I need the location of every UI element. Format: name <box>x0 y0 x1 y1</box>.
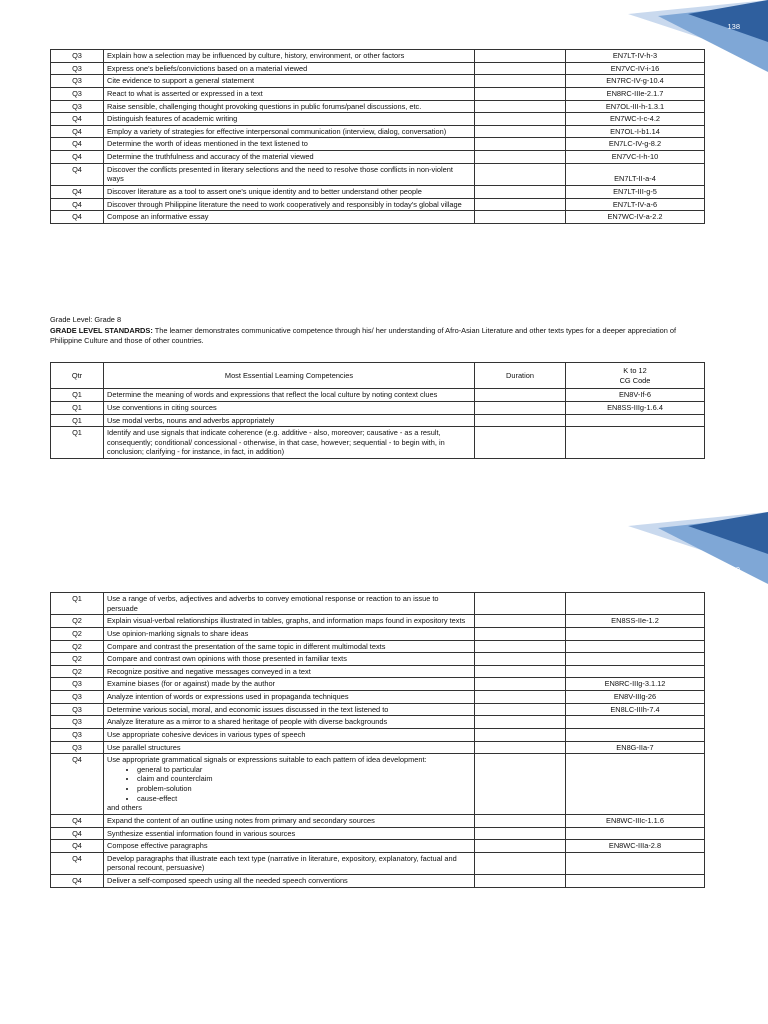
duration-cell <box>475 151 566 164</box>
competencies-table-grade8 <box>50 362 705 459</box>
duration-cell <box>475 211 566 224</box>
competency-cell: Analyze intention of words or expressions used in propaganda techniques <box>104 691 475 704</box>
cg-code-cell <box>566 593 705 615</box>
table-row <box>51 678 705 691</box>
bullet-list <box>107 765 471 804</box>
table-row <box>51 840 705 853</box>
quarter-cell: Q3 <box>51 691 104 704</box>
cg-code-cell: EN8LC-IIIh-7.4 <box>566 703 705 716</box>
duration-cell <box>475 414 566 427</box>
cg-code-cell: EN7OL-I-b1.14 <box>566 125 705 138</box>
cg-code-cell <box>566 875 705 888</box>
competency-cell: Compare and contrast own opinions with those presented in familiar texts <box>104 653 475 666</box>
table-row <box>51 728 705 741</box>
competency-cell: Use opinion-marking signals to share ideas <box>104 627 475 640</box>
table-row <box>51 151 705 164</box>
quarter-cell: Q1 <box>51 401 104 414</box>
duration-cell <box>475 75 566 88</box>
quarter-cell: Q4 <box>51 211 104 224</box>
standards-text: The learner demonstrates communicative competence through his/ her understanding of Afro-Asian Literature and other texts types for a deeper appreciation of Philippine Culture and those of other countries. <box>50 325 677 346</box>
quarter-cell: Q3 <box>51 678 104 691</box>
duration-cell <box>475 198 566 211</box>
table-row <box>51 401 705 414</box>
cg-code-cell: EN8SS-IIe-1.2 <box>566 615 705 628</box>
duration-cell <box>475 691 566 704</box>
cg-code-cell <box>566 728 705 741</box>
competency-cell: Discover through Philippine literature the need to work cooperatively and responsibly in today's global village <box>104 198 475 211</box>
cg-code-cell <box>566 640 705 653</box>
cg-code-cell <box>566 716 705 729</box>
cg-code-cell: EN8V-IIIg-26 <box>566 691 705 704</box>
table-row <box>51 427 705 459</box>
bullet-item: • cause-effect <box>137 794 471 804</box>
bullet-item: • general to particular <box>137 765 471 775</box>
duration-cell <box>475 163 566 185</box>
table-row <box>51 852 705 874</box>
cg-code-cell: EN8SS-IIIg-1.6.4 <box>566 401 705 414</box>
quarter-cell: Q1 <box>51 593 104 615</box>
table-row <box>51 653 705 666</box>
quarter-cell: Q4 <box>51 840 104 853</box>
cg-code-cell: EN8RC-IIIe-2.1.7 <box>566 87 705 100</box>
competency-tail-text: and others <box>107 803 142 813</box>
quarter-cell: Q2 <box>51 627 104 640</box>
table-row <box>51 703 705 716</box>
competency-cell: Compose an informative essay <box>104 211 475 224</box>
table-row <box>51 691 705 704</box>
competency-cell: Cite evidence to support a general statement <box>104 75 475 88</box>
table-row <box>51 75 705 88</box>
competency-cell: Raise sensible, challenging thought provoking questions in public forums/panel discussions, etc. <box>104 100 475 113</box>
competency-cell: Discover the conflicts presented in literary selections and the need to resolve those conflicts in non-violent ways <box>104 163 475 185</box>
quarter-cell: Q4 <box>51 814 104 827</box>
cg-code-cell <box>566 427 705 459</box>
competency-cell: Compare and contrast the presentation of the same topic in different multimodal texts <box>104 640 475 653</box>
header-competencies: Most Essential Learning Competencies <box>104 363 475 389</box>
table-row <box>51 113 705 126</box>
duration-cell <box>475 138 566 151</box>
quarter-cell: Q3 <box>51 741 104 754</box>
quarter-cell: Q4 <box>51 852 104 874</box>
quarter-cell: Q1 <box>51 414 104 427</box>
duration-cell <box>475 665 566 678</box>
quarter-cell: Q1 <box>51 427 104 459</box>
cg-code-cell: EN7LT-IV-a-6 <box>566 198 705 211</box>
quarter-cell: Q3 <box>51 87 104 100</box>
cg-code-cell <box>566 754 705 815</box>
duration-cell <box>475 728 566 741</box>
duration-cell <box>475 62 566 75</box>
quarter-cell: Q3 <box>51 716 104 729</box>
competency-cell: Use modal verbs, nouns and adverbs appropriately <box>104 414 475 427</box>
duration-cell <box>475 840 566 853</box>
competency-cell: Develop paragraphs that illustrate each text type (narrative in literature, expository, explanatory, factual and personal recount, persuasive) <box>104 852 475 874</box>
competency-cell: Determine the worth of ideas mentioned in the text listened to <box>104 138 475 151</box>
duration-cell <box>475 389 566 402</box>
cg-code-cell: EN7LC-IV-g-8.2 <box>566 138 705 151</box>
competency-cell: Expand the content of an outline using notes from primary and secondary sources <box>104 814 475 827</box>
duration-cell <box>475 640 566 653</box>
competency-cell: Examine biases (for or against) made by the author <box>104 678 475 691</box>
quarter-cell: Q1 <box>51 389 104 402</box>
competency-cell: Discover literature as a tool to assert one's unique identity and to better understand other people <box>104 185 475 198</box>
duration-cell <box>475 50 566 63</box>
quarter-cell: Q3 <box>51 62 104 75</box>
competency-cell: Deliver a self-composed speech using all the needed speech conventions <box>104 875 475 888</box>
duration-cell <box>475 678 566 691</box>
competency-cell: Recognize positive and negative messages conveyed in a text <box>104 665 475 678</box>
table-row <box>51 827 705 840</box>
cg-code-cell: EN7VC-I-h-10 <box>566 151 705 164</box>
competency-cell: Express one's beliefs/convictions based on a material viewed <box>104 62 475 75</box>
table-row <box>51 814 705 827</box>
quarter-cell: Q2 <box>51 640 104 653</box>
quarter-cell: Q2 <box>51 615 104 628</box>
standards-label: GRADE LEVEL STANDARDS: <box>50 325 153 335</box>
competency-cell: Use a range of verbs, adjectives and adverbs to convey emotional response or reaction to an issue to persuade <box>104 593 475 615</box>
table-header-row <box>51 363 705 389</box>
cg-code-cell: EN7WC-I-c-4.2 <box>566 113 705 126</box>
competency-cell <box>104 754 475 815</box>
competencies-table-grade8-continued <box>50 592 705 888</box>
cg-code-cell <box>566 852 705 874</box>
quarter-cell: Q3 <box>51 75 104 88</box>
quarter-cell: Q4 <box>51 754 104 815</box>
quarter-cell: Q3 <box>51 50 104 63</box>
table-row <box>51 87 705 100</box>
table-row <box>51 593 705 615</box>
quarter-cell: Q4 <box>51 125 104 138</box>
cg-code-cell <box>566 827 705 840</box>
competency-cell: Use conventions in citing sources <box>104 401 475 414</box>
competency-cell: Identify and use signals that indicate coherence (e.g. additive - also, moreover; causative - as a result, consequently; conditional/ concessional - otherwise, in that case, however; sequential - to begin with, in conclusion; clarifying - for instance, in fact, in addition) <box>104 427 475 459</box>
quarter-cell: Q4 <box>51 827 104 840</box>
competency-cell: Synthesize essential information found in various sources <box>104 827 475 840</box>
quarter-cell: Q2 <box>51 665 104 678</box>
duration-cell <box>475 185 566 198</box>
cg-code-cell: EN7LT-II-a-4 <box>566 163 705 185</box>
duration-cell <box>475 125 566 138</box>
quarter-cell: Q4 <box>51 875 104 888</box>
quarter-cell: Q4 <box>51 163 104 185</box>
quarter-cell: Q4 <box>51 185 104 198</box>
table-row <box>51 754 705 815</box>
quarter-cell: Q4 <box>51 198 104 211</box>
page-139 <box>0 512 768 1024</box>
quarter-cell: Q4 <box>51 113 104 126</box>
header-code-line1: K to 12 <box>623 366 647 375</box>
grade-level-heading <box>50 315 710 347</box>
table-row <box>51 50 705 63</box>
duration-cell <box>475 754 566 815</box>
table-row <box>51 875 705 888</box>
competency-cell: Distinguish features of academic writing <box>104 113 475 126</box>
table-row <box>51 185 705 198</box>
competency-cell: React to what is asserted or expressed in a text <box>104 87 475 100</box>
cg-code-cell <box>566 665 705 678</box>
duration-cell <box>475 627 566 640</box>
page-number: 138 <box>727 22 740 31</box>
competency-cell: Compose effective paragraphs <box>104 840 475 853</box>
quarter-cell: Q2 <box>51 653 104 666</box>
duration-cell <box>475 427 566 459</box>
competency-cell: Determine the meaning of words and expressions that reflect the local culture by noting context clues <box>104 389 475 402</box>
competency-cell: Use parallel structures <box>104 741 475 754</box>
competency-cell: Explain how a selection may be influenced by culture, history, environment, or other factors <box>104 50 475 63</box>
duration-cell <box>475 615 566 628</box>
duration-cell <box>475 814 566 827</box>
cg-code-cell: EN7LT-IV-h-3 <box>566 50 705 63</box>
bullet-item: • claim and counterclaim <box>137 774 471 784</box>
header-duration: Duration <box>475 363 566 389</box>
table-row <box>51 414 705 427</box>
duration-cell <box>475 741 566 754</box>
cg-code-cell: EN7RC-IV-g-10.4 <box>566 75 705 88</box>
competency-cell: Determine various social, moral, and economic issues discussed in the text listened to <box>104 703 475 716</box>
table-row <box>51 665 705 678</box>
duration-cell <box>475 716 566 729</box>
table-row <box>51 640 705 653</box>
duration-cell <box>475 827 566 840</box>
duration-cell <box>475 703 566 716</box>
cg-code-cell: EN7LT-III-g-5 <box>566 185 705 198</box>
cg-code-cell: EN8WC-IIIa-2.8 <box>566 840 705 853</box>
quarter-cell: Q3 <box>51 703 104 716</box>
competency-cell: Use appropriate cohesive devices in various types of speech <box>104 728 475 741</box>
cg-code-cell <box>566 653 705 666</box>
table-row <box>51 716 705 729</box>
competency-cell: Determine the truthfulness and accuracy of the material viewed <box>104 151 475 164</box>
quarter-cell: Q3 <box>51 728 104 741</box>
cg-code-cell: EN8V-If-6 <box>566 389 705 402</box>
table-row <box>51 100 705 113</box>
quarter-cell: Q4 <box>51 138 104 151</box>
cg-code-cell: EN7WC-IV-a-2.2 <box>566 211 705 224</box>
cg-code-cell: EN7VC-IV-i-16 <box>566 62 705 75</box>
competency-cell: Analyze literature as a mirror to a shared heritage of people with diverse backgrounds <box>104 716 475 729</box>
table-row <box>51 62 705 75</box>
duration-cell <box>475 653 566 666</box>
cg-code-cell <box>566 414 705 427</box>
table-row <box>51 211 705 224</box>
competency-lead-text: Use appropriate grammatical signals or expressions suitable to each pattern of idea development: <box>107 755 427 765</box>
grade-level-standards <box>50 326 710 347</box>
duration-cell <box>475 401 566 414</box>
bullet-item: • problem-solution <box>137 784 471 794</box>
cg-code-cell <box>566 627 705 640</box>
duration-cell <box>475 113 566 126</box>
header-qtr: Qtr <box>51 363 104 389</box>
table-row <box>51 627 705 640</box>
table-row <box>51 125 705 138</box>
competency-cell: Explain visual-verbal relationships illustrated in tables, graphs, and information maps found in expository texts <box>104 615 475 628</box>
table-row <box>51 163 705 185</box>
duration-cell <box>475 852 566 874</box>
cg-code-cell: EN8WC-IIIc-1.1.6 <box>566 814 705 827</box>
duration-cell <box>475 875 566 888</box>
cg-code-cell: EN8RC-IIIg-3.1.12 <box>566 678 705 691</box>
table-row <box>51 389 705 402</box>
cg-code-cell: EN7OL-III-h-1.3.1 <box>566 100 705 113</box>
table-row <box>51 198 705 211</box>
header-code <box>566 363 705 389</box>
page-number: 139 <box>727 565 740 574</box>
table-row <box>51 138 705 151</box>
grade-level-label: Grade Level: Grade 8 <box>50 315 122 324</box>
cg-code-cell: EN8G-IIa-7 <box>566 741 705 754</box>
competencies-table-grade7-continued <box>50 49 705 224</box>
competency-cell: Employ a variety of strategies for effective interpersonal communication (interview, dialog, conversation) <box>104 125 475 138</box>
quarter-cell: Q4 <box>51 151 104 164</box>
table-row <box>51 741 705 754</box>
duration-cell <box>475 100 566 113</box>
duration-cell <box>475 87 566 100</box>
table-row <box>51 615 705 628</box>
header-code-line2: CG Code <box>619 375 651 385</box>
duration-cell <box>475 593 566 615</box>
quarter-cell: Q3 <box>51 100 104 113</box>
